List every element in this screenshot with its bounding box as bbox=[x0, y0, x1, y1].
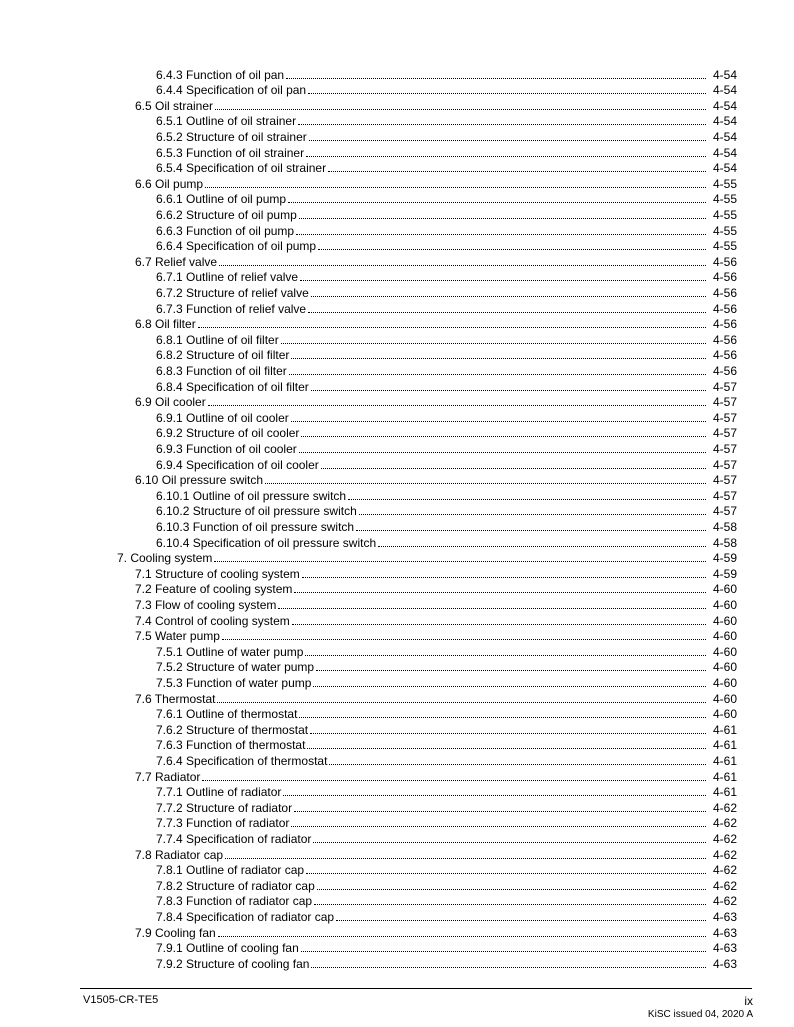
dot-leader bbox=[336, 920, 706, 921]
dot-leader bbox=[311, 296, 706, 297]
toc-entry[interactable] bbox=[156, 799, 737, 815]
toc-entry-title: 7.9.2 Structure of cooling fan bbox=[156, 956, 310, 971]
dot-leader bbox=[299, 717, 706, 718]
dot-leader bbox=[294, 811, 706, 812]
toc-entry-page: 4-60 bbox=[712, 691, 737, 706]
toc-entry[interactable] bbox=[156, 955, 737, 971]
toc-entry-page: 4-57 bbox=[712, 504, 737, 519]
dot-leader bbox=[225, 858, 706, 859]
toc-entry[interactable] bbox=[135, 924, 737, 940]
toc-entry[interactable] bbox=[135, 565, 737, 581]
toc-entry-page: 4-61 bbox=[712, 785, 737, 800]
toc-entry-page: 4-62 bbox=[712, 831, 737, 846]
toc-entry-title: 7.7 Radiator bbox=[135, 769, 201, 784]
toc-entry[interactable] bbox=[135, 846, 737, 862]
toc-entry-title: 7.4 Control of cooling system bbox=[135, 613, 290, 628]
dot-leader bbox=[289, 374, 706, 375]
dot-leader bbox=[291, 826, 706, 827]
toc-entry-page: 4-62 bbox=[712, 894, 737, 909]
toc-entry[interactable] bbox=[156, 487, 737, 503]
dot-leader bbox=[205, 187, 706, 188]
toc-entry[interactable] bbox=[135, 581, 737, 597]
toc-entry-title: 7.7.2 Structure of radiator bbox=[156, 800, 293, 815]
toc-entry-title: 7.5.3 Function of water pump bbox=[156, 675, 312, 690]
toc-entry-page: 4-56 bbox=[712, 348, 737, 363]
toc-entry[interactable] bbox=[156, 456, 737, 472]
toc-entry-title: 7.7.1 Outline of radiator bbox=[156, 785, 282, 800]
dot-leader bbox=[288, 202, 706, 203]
dot-leader bbox=[301, 951, 706, 952]
dot-leader bbox=[222, 639, 706, 640]
toc-entry-page: 4-63 bbox=[712, 956, 737, 971]
toc-entry-page: 4-63 bbox=[712, 909, 737, 924]
toc-entry-title: 7. Cooling system bbox=[117, 551, 213, 566]
toc-entry-title: 6.7.2 Structure of relief valve bbox=[156, 285, 309, 300]
toc-entry-title: 6.4.4 Specification of oil pan bbox=[156, 83, 307, 98]
toc-entry-title: 6.6 Oil pump bbox=[135, 176, 204, 191]
toc-entry-title: 6.6.3 Function of oil pump bbox=[156, 223, 295, 238]
toc-entry-title: 7.6.3 Function of thermostat bbox=[156, 738, 306, 753]
toc-entry[interactable] bbox=[156, 830, 737, 846]
toc-entry[interactable] bbox=[156, 66, 737, 82]
toc-entry-page: 4-54 bbox=[712, 129, 737, 144]
toc-entry[interactable] bbox=[156, 362, 737, 378]
toc-entry[interactable] bbox=[135, 596, 737, 612]
dot-leader bbox=[299, 452, 706, 453]
toc-entry[interactable] bbox=[135, 472, 737, 488]
toc-entry-title: 7.7.3 Function of radiator bbox=[156, 816, 290, 831]
toc-entry[interactable] bbox=[156, 425, 737, 441]
toc-entry-page: 4-61 bbox=[712, 738, 737, 753]
toc-entry[interactable] bbox=[156, 82, 737, 98]
toc-entry-page: 4-56 bbox=[712, 285, 737, 300]
toc-entry[interactable] bbox=[156, 940, 737, 956]
toc-entry-title: 7.8.1 Outline of radiator cap bbox=[156, 863, 305, 878]
toc-entry-title: 7.5 Water pump bbox=[135, 629, 220, 644]
toc-entry[interactable] bbox=[156, 534, 737, 550]
dot-leader bbox=[310, 733, 706, 734]
toc-entry[interactable] bbox=[156, 238, 737, 254]
toc-entry[interactable] bbox=[135, 97, 737, 113]
toc-entry[interactable] bbox=[156, 331, 737, 347]
toc-entry[interactable] bbox=[117, 550, 737, 566]
toc-entry[interactable] bbox=[156, 784, 737, 800]
toc-entry-title: 6.10.1 Outline of oil pressure switch bbox=[156, 488, 347, 503]
toc-entry-title: 6.10.4 Specification of oil pressure switch bbox=[156, 535, 377, 550]
dot-leader bbox=[313, 686, 706, 687]
toc-entry[interactable] bbox=[156, 347, 737, 363]
toc-entry-title: 7.6.1 Outline of thermostat bbox=[156, 707, 298, 722]
toc-entry-title: 7.6 Thermostat bbox=[135, 691, 216, 706]
toc-entry-page: 4-62 bbox=[712, 863, 737, 878]
toc-entry-title: 6.8.1 Outline of oil filter bbox=[156, 332, 279, 347]
toc-entry-page: 4-54 bbox=[712, 98, 737, 113]
dot-leader bbox=[328, 171, 706, 172]
toc-entry-page: 4-55 bbox=[712, 192, 737, 207]
toc-entry[interactable] bbox=[156, 284, 737, 300]
toc-entry-title: 7.1 Structure of cooling system bbox=[135, 566, 300, 581]
toc-entry-page: 4-55 bbox=[712, 223, 737, 238]
dot-leader bbox=[299, 218, 706, 219]
dot-leader bbox=[265, 483, 706, 484]
toc-entry-page: 4-54 bbox=[712, 67, 737, 82]
toc-entry-page: 4-56 bbox=[712, 254, 737, 269]
toc-entry-page: 4-60 bbox=[712, 707, 737, 722]
toc-entry-title: 6.9.2 Structure of oil cooler bbox=[156, 426, 300, 441]
toc-entry-title: 6.10 Oil pressure switch bbox=[135, 473, 264, 488]
toc-entry-title: 6.7 Relief valve bbox=[135, 254, 218, 269]
toc-entry-title: 7.6.4 Specification of thermostat bbox=[156, 753, 328, 768]
dot-leader bbox=[314, 904, 706, 905]
toc-entry[interactable] bbox=[135, 316, 737, 332]
toc-entry-title: 6.10.3 Function of oil pressure switch bbox=[156, 519, 355, 534]
dot-leader bbox=[308, 93, 706, 94]
dot-leader bbox=[298, 124, 706, 125]
footer-divider bbox=[80, 988, 752, 989]
dot-leader bbox=[281, 343, 706, 344]
toc-entry-page: 4-60 bbox=[712, 644, 737, 659]
toc-entry[interactable] bbox=[156, 877, 737, 893]
toc-entry-page: 4-62 bbox=[712, 878, 737, 893]
toc-entry-title: 7.5.1 Outline of water pump bbox=[156, 644, 304, 659]
toc-entry[interactable] bbox=[156, 737, 737, 753]
toc-entry-title: 6.5.3 Function of oil strainer bbox=[156, 145, 305, 160]
toc-entry-page: 4-61 bbox=[712, 769, 737, 784]
toc-entry-page: 4-57 bbox=[712, 488, 737, 503]
toc-entry-title: 6.5.4 Specification of oil strainer bbox=[156, 161, 327, 176]
toc-entry-page: 4-57 bbox=[712, 457, 737, 472]
dot-leader bbox=[329, 764, 706, 765]
toc-entry[interactable] bbox=[156, 518, 737, 534]
toc-entry-page: 4-54 bbox=[712, 161, 737, 176]
toc-entry-page: 4-56 bbox=[712, 301, 737, 316]
dot-leader bbox=[202, 780, 706, 781]
toc-entry-title: 6.8 Oil filter bbox=[135, 317, 196, 332]
toc-entry[interactable] bbox=[156, 908, 737, 924]
toc-entry-title: 6.7.1 Outline of relief valve bbox=[156, 270, 299, 285]
toc-entry-title: 6.8.3 Function of oil filter bbox=[156, 363, 287, 378]
dot-leader bbox=[300, 280, 706, 281]
dot-leader bbox=[309, 140, 706, 141]
dot-leader bbox=[311, 967, 706, 968]
toc-entry-title: 6.5.2 Structure of oil strainer bbox=[156, 129, 307, 144]
toc-entry-title: 7.5.2 Structure of water pump bbox=[156, 660, 315, 675]
toc-entry-title: 6.8.2 Structure of oil filter bbox=[156, 348, 290, 363]
toc-entry[interactable] bbox=[156, 674, 737, 690]
dot-leader bbox=[305, 655, 706, 656]
toc-entry[interactable] bbox=[135, 612, 737, 628]
toc-entry[interactable] bbox=[156, 752, 737, 768]
toc-entry-page: 4-58 bbox=[712, 519, 737, 534]
toc-entry[interactable] bbox=[156, 893, 737, 909]
toc-entry-title: 6.4.3 Function of oil pan bbox=[156, 67, 285, 82]
toc-entry[interactable] bbox=[135, 768, 737, 784]
toc-entry-title: 6.8.4 Specification of oil filter bbox=[156, 379, 309, 394]
toc-entry-title: 6.9.3 Function of oil cooler bbox=[156, 441, 297, 456]
dot-leader bbox=[318, 249, 706, 250]
toc-entry-page: 4-55 bbox=[712, 176, 737, 191]
toc-entry[interactable] bbox=[156, 815, 737, 831]
toc-entry[interactable] bbox=[156, 706, 737, 722]
toc-entry-page: 4-55 bbox=[712, 239, 737, 254]
toc-entry[interactable] bbox=[156, 222, 737, 238]
toc-entry-page: 4-59 bbox=[712, 551, 737, 566]
toc-entry-page: 4-57 bbox=[712, 379, 737, 394]
toc-entry-title: 6.5.1 Outline of oil strainer bbox=[156, 114, 297, 129]
toc-entry[interactable] bbox=[156, 862, 737, 878]
toc-entry-title: 7.3 Flow of cooling system bbox=[135, 597, 277, 612]
toc-entry-page: 4-60 bbox=[712, 629, 737, 644]
toc-entry-page: 4-61 bbox=[712, 753, 737, 768]
toc-entry[interactable] bbox=[156, 160, 737, 176]
dot-leader bbox=[291, 421, 706, 422]
toc-entry[interactable] bbox=[135, 175, 737, 191]
toc-entry-page: 4-61 bbox=[712, 722, 737, 737]
toc-entry[interactable] bbox=[156, 206, 737, 222]
dot-leader bbox=[307, 748, 706, 749]
toc-entry-title: 6.6.2 Structure of oil pump bbox=[156, 207, 297, 222]
toc-entry-page: 4-57 bbox=[712, 473, 737, 488]
toc-entry-page: 4-55 bbox=[712, 207, 737, 222]
dot-leader bbox=[311, 390, 706, 391]
toc-entry-page: 4-62 bbox=[712, 847, 737, 862]
toc-entry[interactable] bbox=[156, 128, 737, 144]
toc-entry-title: 7.9.1 Outline of cooling fan bbox=[156, 941, 299, 956]
dot-leader bbox=[302, 577, 706, 578]
toc-entry-page: 4-57 bbox=[712, 395, 737, 410]
toc-entry-title: 6.5 Oil strainer bbox=[135, 98, 214, 113]
toc-entry-title: 7.8 Radiator cap bbox=[135, 847, 224, 862]
toc-entry[interactable] bbox=[156, 409, 737, 425]
dot-leader bbox=[291, 358, 706, 359]
toc-entry[interactable] bbox=[135, 394, 737, 410]
toc-entry-title: 6.6.1 Outline of oil pump bbox=[156, 192, 287, 207]
toc-entry-page: 4-54 bbox=[712, 83, 737, 98]
toc-entry-page: 4-56 bbox=[712, 317, 737, 332]
toc-entry-title: 6.6.4 Specification of oil pump bbox=[156, 239, 317, 254]
dot-leader bbox=[208, 405, 706, 406]
toc-entry-title: 7.8.3 Function of radiator cap bbox=[156, 894, 313, 909]
toc-entry[interactable] bbox=[135, 253, 737, 269]
toc-entry[interactable] bbox=[156, 659, 737, 675]
toc-entry-page: 4-62 bbox=[712, 800, 737, 815]
toc-entry-page: 4-54 bbox=[712, 145, 737, 160]
toc-entry-page: 4-56 bbox=[712, 270, 737, 285]
toc-entry-page: 4-56 bbox=[712, 363, 737, 378]
toc-entry-title: 7.6.2 Structure of thermostat bbox=[156, 722, 309, 737]
toc-entry[interactable] bbox=[156, 643, 737, 659]
toc-entry[interactable] bbox=[156, 300, 737, 316]
dot-leader bbox=[215, 109, 706, 110]
toc-entry-page: 4-58 bbox=[712, 535, 737, 550]
toc-entry-page: 4-57 bbox=[712, 410, 737, 425]
toc-entry[interactable] bbox=[156, 113, 737, 129]
dot-leader bbox=[316, 670, 706, 671]
footer-page-number: ix bbox=[744, 994, 753, 1008]
dot-leader bbox=[378, 546, 706, 547]
dot-leader bbox=[306, 156, 706, 157]
toc-entry-page: 4-54 bbox=[712, 114, 737, 129]
dot-leader bbox=[294, 592, 706, 593]
toc-entry[interactable] bbox=[156, 144, 737, 160]
toc-entry-title: 6.9.1 Outline of oil cooler bbox=[156, 410, 289, 425]
toc-entry-page: 4-60 bbox=[712, 597, 737, 612]
toc-entry[interactable] bbox=[156, 269, 737, 285]
dot-leader bbox=[217, 702, 706, 703]
toc-entry[interactable] bbox=[156, 503, 737, 519]
toc-entry[interactable] bbox=[156, 440, 737, 456]
toc-entry-title: 6.9 Oil cooler bbox=[135, 395, 206, 410]
dot-leader bbox=[214, 561, 706, 562]
toc-entry-title: 7.8.2 Structure of radiator cap bbox=[156, 878, 315, 893]
toc-entry-page: 4-59 bbox=[712, 566, 737, 581]
dot-leader bbox=[292, 624, 706, 625]
dot-leader bbox=[308, 312, 706, 313]
toc-entry-page: 4-63 bbox=[712, 941, 737, 956]
dot-leader bbox=[219, 265, 706, 266]
dot-leader bbox=[198, 327, 706, 328]
dot-leader bbox=[283, 795, 706, 796]
toc-entry-title: 7.2 Feature of cooling system bbox=[135, 582, 293, 597]
footer-issue-info: KiSC issued 04, 2020 A bbox=[647, 1009, 753, 1020]
toc-entry-page: 4-57 bbox=[712, 441, 737, 456]
toc-entry-page: 4-62 bbox=[712, 816, 737, 831]
toc-entry-page: 4-60 bbox=[712, 675, 737, 690]
toc-entry-page: 4-60 bbox=[712, 613, 737, 628]
toc-entry-page: 4-57 bbox=[712, 426, 737, 441]
toc-entry-title: 7.7.4 Specification of radiator bbox=[156, 831, 312, 846]
toc-entry[interactable] bbox=[156, 378, 737, 394]
dot-leader bbox=[313, 842, 706, 843]
toc-entry-title: 7.9 Cooling fan bbox=[135, 925, 216, 940]
toc-entry[interactable] bbox=[156, 721, 737, 737]
footer-doc-code: V1505-CR-TE5 bbox=[83, 994, 159, 1006]
dot-leader bbox=[306, 873, 706, 874]
toc-entry[interactable] bbox=[135, 628, 737, 644]
toc-entry-title: 6.9.4 Specification of oil cooler bbox=[156, 457, 319, 472]
dot-leader bbox=[356, 530, 706, 531]
toc-entry-page: 4-56 bbox=[712, 332, 737, 347]
toc-entry-page: 4-60 bbox=[712, 582, 737, 597]
toc-entry[interactable] bbox=[156, 191, 737, 207]
dot-leader bbox=[218, 936, 706, 937]
dot-leader bbox=[348, 499, 706, 500]
toc-entry-page: 4-63 bbox=[712, 925, 737, 940]
dot-leader bbox=[286, 78, 706, 79]
toc-entry-page: 4-60 bbox=[712, 660, 737, 675]
dot-leader bbox=[359, 514, 706, 515]
dot-leader bbox=[321, 468, 706, 469]
toc-entry-title: 6.7.3 Function of relief valve bbox=[156, 301, 307, 316]
dot-leader bbox=[317, 889, 706, 890]
toc-entry[interactable] bbox=[135, 690, 737, 706]
toc-entry-title: 7.8.4 Specification of radiator cap bbox=[156, 909, 335, 924]
toc-entry-title: 6.10.2 Structure of oil pressure switch bbox=[156, 504, 357, 519]
dot-leader bbox=[301, 436, 706, 437]
dot-leader bbox=[296, 234, 706, 235]
dot-leader bbox=[278, 608, 706, 609]
